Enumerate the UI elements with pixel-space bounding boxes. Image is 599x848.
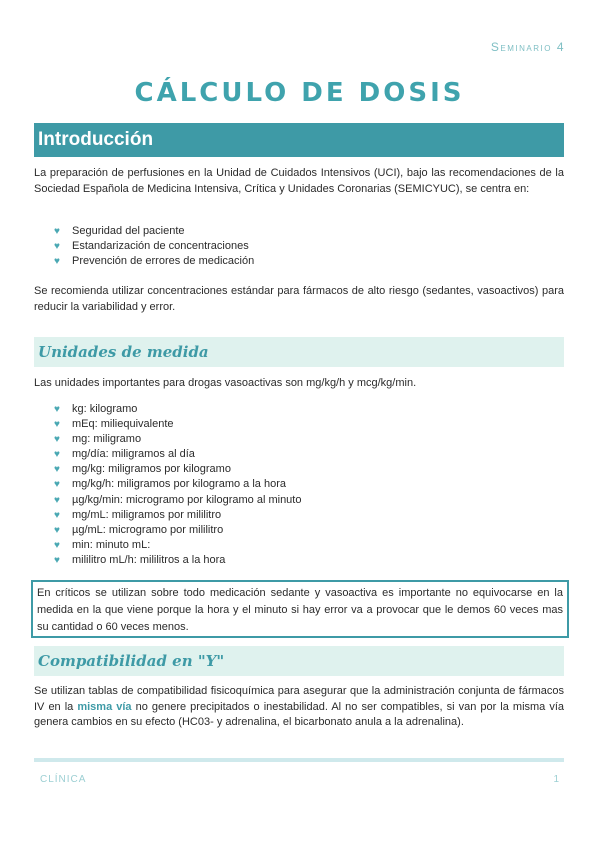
compat-paragraph xyxy=(34,684,564,731)
list-item-text: mililitro mL/h: mililitros a la hora xyxy=(72,553,226,566)
section-heading-compatibilidad: Compatibilidad en "Y" xyxy=(34,646,564,676)
page-title: CÁLCULO DE DOSIS xyxy=(134,78,465,108)
footer-label: CLÍNICA xyxy=(40,774,87,785)
heart-icon: ♥ xyxy=(54,464,60,476)
list-item-text: mg: miligramo xyxy=(72,433,142,446)
heart-icon: ♥ xyxy=(54,554,60,566)
list-item xyxy=(54,417,301,432)
list-item xyxy=(54,477,301,492)
list-item xyxy=(54,224,254,239)
heart-icon: ♥ xyxy=(54,434,60,446)
list-item xyxy=(54,508,301,523)
heart-icon: ♥ xyxy=(54,419,60,431)
units-paragraph: Las unidades importantes para drogas vasoactivas son mg/kg/h y mcg/kg/min. xyxy=(34,377,417,389)
heart-icon: ♥ xyxy=(54,404,60,415)
list-item xyxy=(54,538,301,553)
heart-icon: ♥ xyxy=(54,479,60,491)
compat-highlight: misma vía xyxy=(77,700,132,713)
list-item-text: min: minuto mL: xyxy=(72,538,151,551)
seminar-label: Seminario 4 xyxy=(490,40,565,54)
list-item-text: mEq: miliequivalente xyxy=(72,418,174,431)
list-item xyxy=(54,523,301,538)
list-item xyxy=(54,462,301,477)
list-item-text: mg/mL: miligramos por mililitro xyxy=(72,508,222,521)
page-number: 1 xyxy=(553,774,559,785)
heart-icon: ♥ xyxy=(54,256,60,268)
heart-icon: ♥ xyxy=(54,226,60,237)
list-item-text: Seguridad del paciente xyxy=(72,225,185,237)
list-item xyxy=(54,402,301,417)
list-item xyxy=(54,239,254,254)
list-item-text: mg/kg: miligramos por kilogramo xyxy=(72,463,231,476)
list-item xyxy=(54,553,301,568)
compat-text-after: no genere precipitados o inestabilidad. Al no ser compatibles, si van por la misma vía genera cambios en su efecto (HC03- y adrenalina, el bicarbonato anula a la adrenalina). xyxy=(34,700,565,728)
footer-divider xyxy=(34,758,564,762)
heart-icon: ♥ xyxy=(54,524,60,536)
list-item-text: kg: kilogramo xyxy=(72,403,138,415)
list-item-text: µg/kg/min: microgramo por kilogramo al minuto xyxy=(72,493,302,506)
heart-icon: ♥ xyxy=(54,509,60,521)
list-item-text: Prevención de errores de medicación xyxy=(72,255,255,268)
intro-paragraph-2: Se recomienda utilizar concentraciones estándar para fármacos de alto riesgo (sedantes, vasoactivos) para reducir la variabilidad y error. xyxy=(34,285,564,313)
list-item-text: Estandarización de concentraciones xyxy=(72,240,249,253)
callout-box: En críticos se utilizan sobre todo medicación sedante y vasoactiva es importante no equivocarse en la medida en la que viene porque la hora y el minuto si hay error va a provocar que le demos 60 veces mas su cantidad o 60 veces menos. xyxy=(31,580,569,638)
list-item-text: mg/día: miligramos al día xyxy=(72,448,195,461)
intro-paragraph: La preparación de perfusiones en la Unidad de Cuidados Intensivos (UCI), bajo las recomendaciones de la Sociedad Española de Medicina Intensiva, Crítica y Unidades Coronarias (SEMICYUC), se centra en: xyxy=(34,167,564,195)
list-item xyxy=(54,493,301,508)
section-heading-introduccion: Introducción xyxy=(34,123,564,157)
heart-icon: ♥ xyxy=(54,494,60,506)
list-item xyxy=(54,432,301,447)
heart-icon: ♥ xyxy=(54,449,60,461)
list-item-text: µg/mL: microgramo por mililitro xyxy=(72,523,224,536)
units-bullet-list xyxy=(54,402,301,568)
list-item xyxy=(54,254,254,269)
heart-icon: ♥ xyxy=(54,241,60,253)
list-item-text: mg/kg/h: miligramos por kilogramo a la hora xyxy=(72,478,286,491)
heart-icon: ♥ xyxy=(54,539,60,551)
list-item xyxy=(54,447,301,462)
intro-bullet-list xyxy=(54,224,254,269)
section-heading-unidades: Unidades de medida xyxy=(34,337,564,367)
compat-text-before: Se utilizan tablas de compatibilidad fisicoquímica para asegurar que la administración conjunta de fármacos IV en la xyxy=(34,685,564,713)
